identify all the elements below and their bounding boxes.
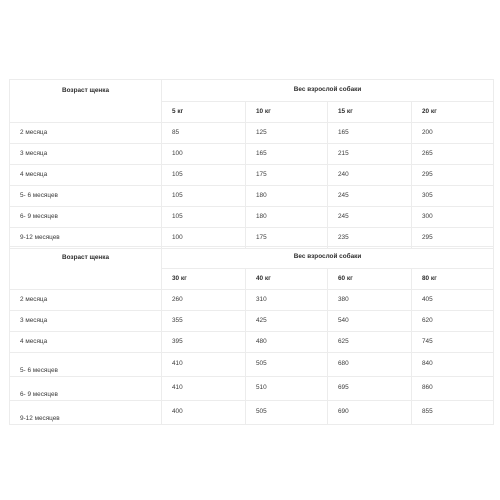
portion-cell: 855 bbox=[412, 401, 494, 425]
portion-cell: 245 bbox=[328, 186, 412, 207]
age-header-cell bbox=[10, 80, 162, 123]
age-header-cell bbox=[10, 247, 162, 290]
table-row bbox=[10, 207, 494, 228]
age-cell: 3 месяца bbox=[10, 144, 162, 165]
table-row bbox=[10, 353, 494, 377]
portion-cell: 305 bbox=[412, 186, 494, 207]
weight-cell: 15 кг bbox=[328, 102, 412, 123]
portion-cell: 695 bbox=[328, 377, 412, 401]
weight-header-cell: Вес взрослой собаки bbox=[162, 247, 494, 269]
weight-cell: 20 кг bbox=[412, 102, 494, 123]
portion-cell: 265 bbox=[412, 144, 494, 165]
age-cell: 4 месяца bbox=[10, 165, 162, 186]
portion-cell: 300 bbox=[412, 207, 494, 228]
age-cell: 4 месяца bbox=[10, 332, 162, 353]
portion-cell: 180 bbox=[246, 207, 328, 228]
portion-cell: 240 bbox=[328, 165, 412, 186]
portion-cell: 105 bbox=[162, 186, 246, 207]
portion-cell: 425 bbox=[246, 311, 328, 332]
portion-cell: 260 bbox=[162, 290, 246, 311]
portion-cell: 125 bbox=[246, 123, 328, 144]
portion-cell: 505 bbox=[246, 401, 328, 425]
weight-cell: 40 кг bbox=[246, 269, 328, 290]
table-header-row bbox=[10, 80, 494, 102]
portion-cell: 165 bbox=[246, 144, 328, 165]
portion-cell: 175 bbox=[246, 165, 328, 186]
portion-cell: 355 bbox=[162, 311, 246, 332]
portion-cell: 410 bbox=[162, 353, 246, 377]
weight-cell: 80 кг bbox=[412, 269, 494, 290]
table-header-row bbox=[10, 247, 494, 269]
portion-cell: 105 bbox=[162, 207, 246, 228]
portion-cell: 100 bbox=[162, 228, 246, 249]
table-row bbox=[10, 377, 494, 401]
portion-cell: 505 bbox=[246, 353, 328, 377]
age-header-label: Возраст щенка bbox=[61, 253, 110, 261]
portion-cell: 625 bbox=[328, 332, 412, 353]
age-cell: 6- 9 месяцев bbox=[10, 207, 162, 228]
table-row bbox=[10, 144, 494, 165]
portion-cell: 410 bbox=[162, 377, 246, 401]
portion-cell: 620 bbox=[412, 311, 494, 332]
age-cell: 2 месяца bbox=[10, 290, 162, 311]
age-cell: 2 месяца bbox=[10, 123, 162, 144]
age-cell: 5- 6 месяцев bbox=[10, 353, 162, 377]
feeding-table-large-breeds bbox=[9, 246, 494, 425]
age-cell: 5- 6 месяцев bbox=[10, 186, 162, 207]
portion-cell: 165 bbox=[328, 123, 412, 144]
portion-cell: 175 bbox=[246, 228, 328, 249]
table-row bbox=[10, 401, 494, 425]
portion-cell: 180 bbox=[246, 186, 328, 207]
weight-header-cell: Вес взрослой собаки bbox=[162, 80, 494, 102]
age-cell: 6- 9 месяцев bbox=[10, 377, 162, 401]
age-header-label: Возраст щенка bbox=[61, 86, 110, 94]
portion-cell: 540 bbox=[328, 311, 412, 332]
portion-cell: 400 bbox=[162, 401, 246, 425]
weight-cell: 60 кг bbox=[328, 269, 412, 290]
age-cell: 9-12 месяцев bbox=[10, 228, 162, 249]
portion-cell: 295 bbox=[412, 165, 494, 186]
portion-cell: 105 bbox=[162, 165, 246, 186]
table-row bbox=[10, 186, 494, 207]
portion-cell: 295 bbox=[412, 228, 494, 249]
feeding-table-small-breeds bbox=[9, 79, 494, 249]
weight-cell: 30 кг bbox=[162, 269, 246, 290]
portion-cell: 245 bbox=[328, 207, 412, 228]
age-cell: 9-12 месяцев bbox=[10, 401, 162, 425]
portion-cell: 235 bbox=[328, 228, 412, 249]
portion-cell: 510 bbox=[246, 377, 328, 401]
portion-cell: 680 bbox=[328, 353, 412, 377]
portion-cell: 395 bbox=[162, 332, 246, 353]
table-row bbox=[10, 123, 494, 144]
table-row bbox=[10, 311, 494, 332]
weight-cell: 5 кг bbox=[162, 102, 246, 123]
portion-cell: 310 bbox=[246, 290, 328, 311]
portion-cell: 380 bbox=[328, 290, 412, 311]
portion-cell: 100 bbox=[162, 144, 246, 165]
portion-cell: 480 bbox=[246, 332, 328, 353]
table-row bbox=[10, 165, 494, 186]
portion-cell: 840 bbox=[412, 353, 494, 377]
portion-cell: 215 bbox=[328, 144, 412, 165]
age-cell: 3 месяца bbox=[10, 311, 162, 332]
portion-cell: 690 bbox=[328, 401, 412, 425]
weight-cell: 10 кг bbox=[246, 102, 328, 123]
portion-cell: 405 bbox=[412, 290, 494, 311]
portion-cell: 860 bbox=[412, 377, 494, 401]
portion-cell: 85 bbox=[162, 123, 246, 144]
portion-cell: 200 bbox=[412, 123, 494, 144]
table-row bbox=[10, 290, 494, 311]
table-row bbox=[10, 332, 494, 353]
portion-cell: 745 bbox=[412, 332, 494, 353]
